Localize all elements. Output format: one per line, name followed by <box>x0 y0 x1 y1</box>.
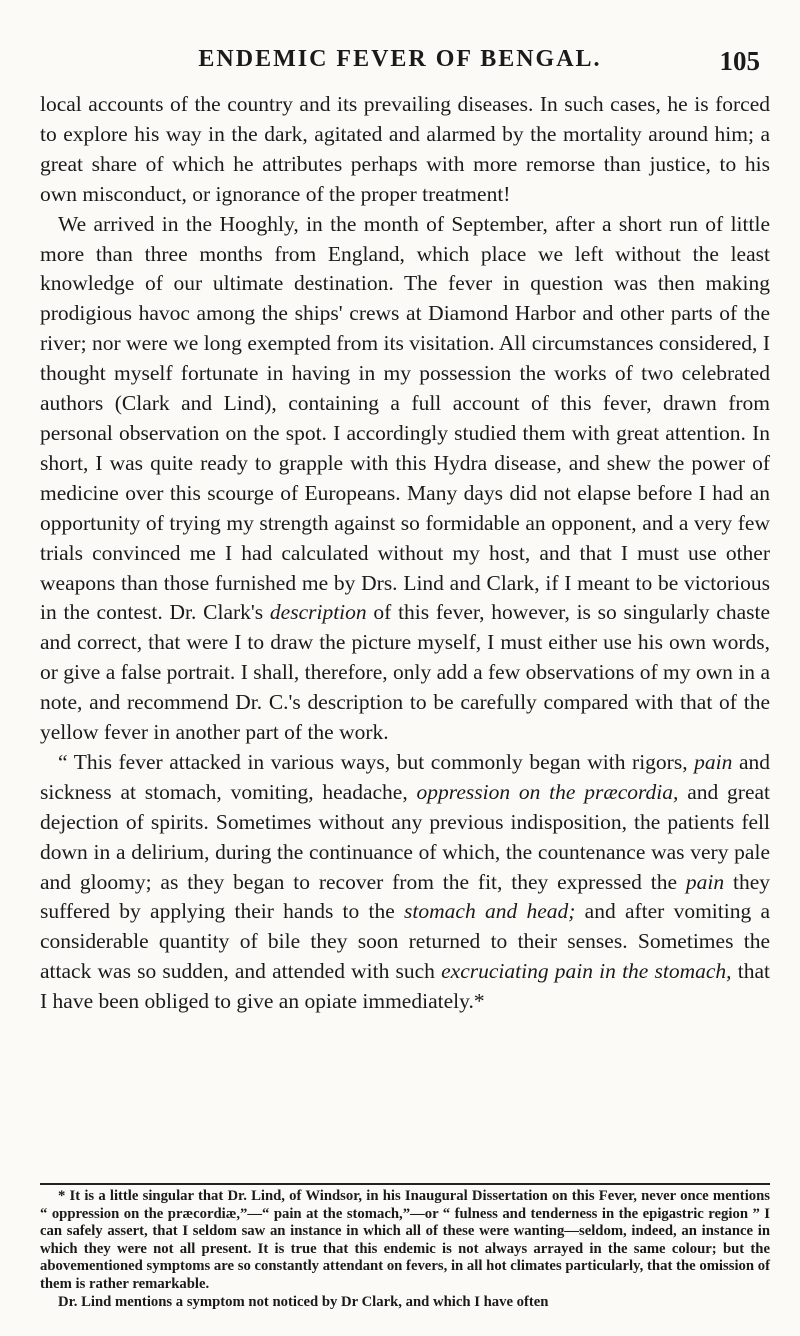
paragraph-continued <box>40 90 770 210</box>
paragraph-text: and sickness at stomach, vomiting, headache, <box>40 749 771 804</box>
paragraph-text: that I have been obliged to give an opiate immediately.* <box>40 959 770 1014</box>
footnote-divider <box>40 1183 770 1185</box>
paragraph-text: they suffered by applying their hands to the <box>40 869 770 924</box>
paragraph-text: and great dejection of spirits. Sometimes without any previous indisposition, the patients fell down in a delirium, during the continuance of which, the countenance was very pale and gloomy; as they began to recover from the fit, they expressed the <box>40 779 771 894</box>
italic-text: oppression on the præcordia, <box>416 779 679 804</box>
paragraph-text: We arrived in the Hooghly, in the month of September, after a short run of little more than three months from England, which place we left without the least knowledge of our ultimate destination. The fever in question was then making prodigious havoc among the ships' crews at Diamond Harbor and other parts of the river; nor were we long exempted from its visitation. All circumstances considered, I thought myself fortunate in having in my possession the works of two celebrated authors (Clark and Lind), containing a full account of this fever, drawn from personal observation on the spot. I accordingly studied them with great attention. In short, I was quite ready to grapple with this Hydra disease, and shew the power of medicine over this scourge of Europeans. Many days did not elapse before I had an opportunity of trying my strength against so formidable an opponent, and a very few trials convinced me I had calculated without my host, and that I must use other weapons than those furnished me by Drs. Lind and Clark, if I meant to be victorious in the contest. Dr. Clark's <box>40 211 770 625</box>
running-title: ENDEMIC FEVER OF BENGAL. <box>198 46 602 72</box>
paragraph-arrival <box>40 210 770 748</box>
paragraph-text: and after vomiting a considerable quantity of bile they soon returned to their senses. Sometimes the attack was so sudden, and attended with such <box>40 899 770 984</box>
footnote-text: Dr. Lind mentions a symptom not noticed by Dr Clark, and which I have often <box>58 1293 549 1310</box>
footnote-text: * It is a little singular that Dr. Lind, of Windsor, in his Inaugural Dissertation on this Fever, never once mentions “ oppression on the præcordiæ,”—“ pain at the stomach,”—or “ fulness and tenderness in the epigastric region ” I can safely assert, that I seldom saw an instance in which all of these were wanting—seldom, indeed, an instance in which they were not all present. It is true that this endemic is not always arrayed in the same colour; but the abovementioned symptoms are so constantly attendant on fevers, in all hot climates particularly, that the omission of them is rather remarkable. <box>40 1188 770 1292</box>
italic-text: description <box>269 600 367 625</box>
italic-text: pain <box>685 869 725 894</box>
body-text <box>40 90 770 1017</box>
italic-text: stomach and head; <box>404 899 576 924</box>
paragraph-text: “ This fever attacked in various ways, but commonly began with rigors, <box>58 749 688 774</box>
italic-text: pain <box>694 749 733 774</box>
page-number: 105 <box>719 46 760 76</box>
paragraph-text: local accounts of the country and its prevailing diseases. In such cases, he is forced to explore his way in the dark, agitated and alarmed by the mortality around him; a great share of which he attributes perhaps with more remorse than justice, to his own misconduct, or ignorance of the proper treatment! <box>40 92 770 206</box>
italic-text: excruciating pain in the stomach, <box>441 959 732 984</box>
paragraph-text: of this fever, however, is so singularly chaste and correct, that were I to draw the picture myself, I must either use his own words, or give a false portrait. I shall, therefore, only add a few observations of my own in a note, and recommend Dr. C.'s description to be carefully compared with that of the yellow fever in another part of the work. <box>40 600 770 745</box>
footnote <box>40 1188 770 1311</box>
footnote-paragraph <box>40 1188 770 1294</box>
footnote-paragraph <box>40 1294 770 1312</box>
paragraph-quotation <box>40 748 770 1017</box>
running-head <box>40 46 760 80</box>
